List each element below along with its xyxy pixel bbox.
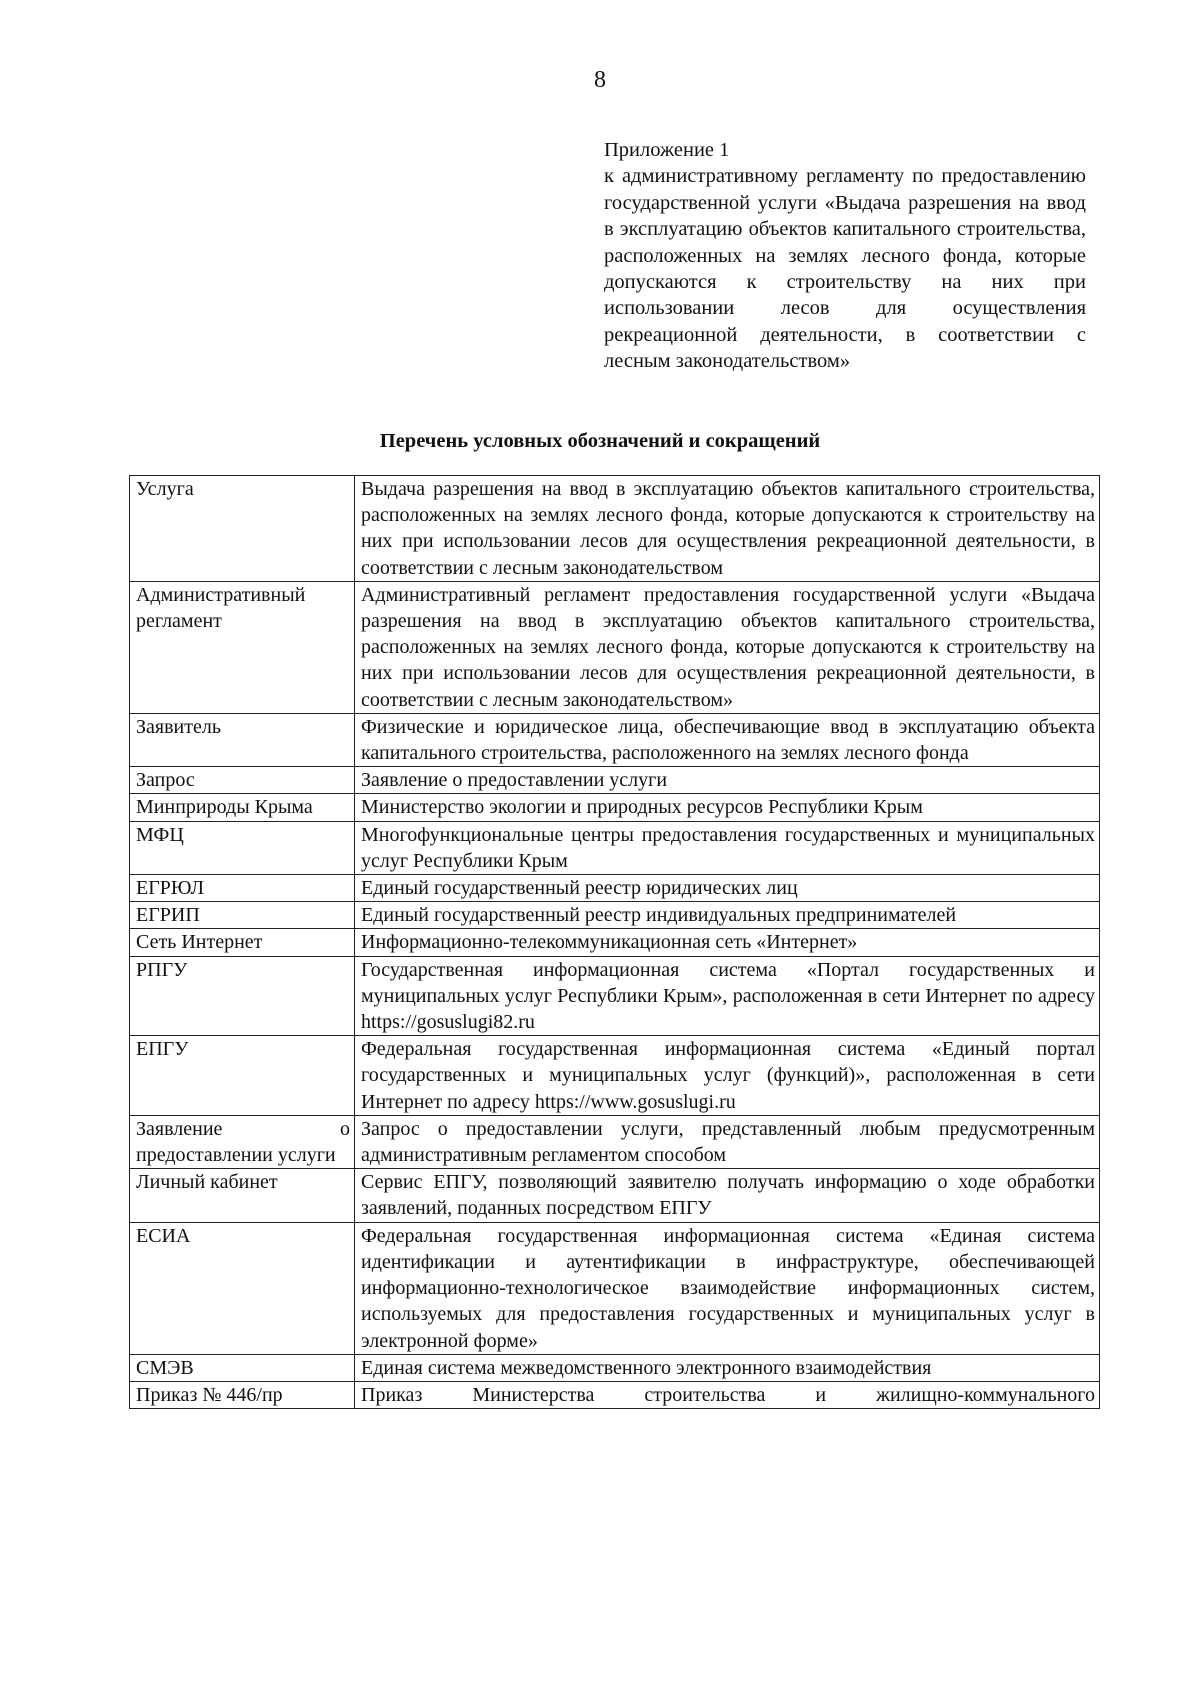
definition-cell: Федеральная государственная информационная система «Единая система идентификации и аутентификации в инфраструктуре, обеспечивающей информационно-технологическое взаимодействие информационных систем, используемых для предоставления государственных и муниципальных услуг в электронной форме»: [355, 1222, 1100, 1354]
term-cell: МФЦ: [130, 821, 355, 874]
definition-cell: Единая система межведомственного электронного взаимодействия: [355, 1354, 1100, 1381]
table-row: [130, 476, 1100, 582]
appendix-title: Приложение 1: [604, 139, 730, 161]
definition-cell: Единый государственный реестр юридических лиц: [355, 875, 1100, 902]
definition-cell: Многофункциональные центры предоставления государственных и муниципальных услуг Республики Крым: [355, 821, 1100, 874]
table-row: [130, 713, 1100, 766]
term-cell: Запрос: [130, 767, 355, 794]
term-cell: ЕГРЮЛ: [130, 875, 355, 902]
table-row: [130, 767, 1100, 794]
table-row: [130, 1169, 1100, 1222]
table-row: [130, 929, 1100, 956]
definition-cell: Министерство экологии и природных ресурсов Республики Крым: [355, 794, 1100, 821]
term-cell: Приказ № 446/пр: [130, 1381, 355, 1408]
term-cell: ЕСИА: [130, 1222, 355, 1354]
appendix-body: к административному регламенту по предоставлению государственной услуги «Выдача разрешения на ввод в эксплуатацию объектов капитального строительства, расположенных на землях лесного фонда, которые допускаются к строительству на них при использовании лесов для осуществления рекреационной деятельности, в соответствии с лесным законодательством»: [604, 165, 1086, 373]
page-number: 8: [594, 67, 606, 93]
table-row: [130, 1354, 1100, 1381]
definition-cell: Сервис ЕПГУ, позволяющий заявителю получать информацию о ходе обработки заявлений, поданных посредством ЕПГУ: [355, 1169, 1100, 1222]
term-cell: Сеть Интернет: [130, 929, 355, 956]
definition-cell: Заявление о предоставлении услуги: [355, 767, 1100, 794]
definition-cell: Единый государственный реестр индивидуальных предпринимателей: [355, 902, 1100, 929]
term-cell: ЕПГУ: [130, 1036, 355, 1116]
table-row: [130, 1222, 1100, 1354]
definition-cell: Информационно-телекоммуникационная сеть «Интернет»: [355, 929, 1100, 956]
definition-cell: Физические и юридическое лица, обеспечивающие ввод в эксплуатацию объекта капитального строительства, расположенного на землях лесного фонда: [355, 713, 1100, 766]
table-row: [130, 956, 1100, 1036]
table-row: [130, 1115, 1100, 1168]
table-row: [130, 581, 1100, 713]
term-cell: Заявление о предоставлении услуги: [130, 1115, 355, 1168]
abbreviations-table: [129, 475, 1100, 1409]
term-cell: РПГУ: [130, 956, 355, 1036]
appendix-note: [604, 137, 1086, 375]
term-cell: Личный кабинет: [130, 1169, 355, 1222]
table-row: [130, 1036, 1100, 1116]
table-row: [130, 1381, 1100, 1408]
term-cell: Заявитель: [130, 713, 355, 766]
table-row: [130, 875, 1100, 902]
definition-cell: Государственная информационная система «Портал государственных и муниципальных услуг Республики Крым», расположенная в сети Интернет по адресу https://gosuslugi82.ru: [355, 956, 1100, 1036]
term-cell: СМЭВ: [130, 1354, 355, 1381]
definition-cell: Федеральная государственная информационная система «Единый портал государственных и муниципальных услуг (функций)», расположенная в сети Интернет по адресу https://www.gosuslugi.ru: [355, 1036, 1100, 1116]
table-row: [130, 794, 1100, 821]
table-row: [130, 902, 1100, 929]
table-row: [130, 821, 1100, 874]
term-cell: Услуга: [130, 476, 355, 582]
definition-cell: Административный регламент предоставления государственной услуги «Выдача разрешения на ввод в эксплуатацию объектов капитального строительства, расположенных на землях лесного фонда, которые допускаются к строительству на них при использовании лесов для осуществления рекреационной деятельности, в соответствии с лесным законодательством»: [355, 581, 1100, 713]
term-cell: Административный регламент: [130, 581, 355, 713]
definition-cell: Запрос о предоставлении услуги, представленный любым предусмотренным административным регламентом способом: [355, 1115, 1100, 1168]
definition-cell: Приказ Министерства строительства и жилищно-коммунального: [355, 1381, 1100, 1408]
term-cell: ЕГРИП: [130, 902, 355, 929]
definition-cell: Выдача разрешения на ввод в эксплуатацию объектов капитального строительства, расположенных на землях лесного фонда, которые допускаются к строительству на них при использовании лесов для осуществления рекреационной деятельности, в соответствии с лесным законодательством: [355, 476, 1100, 582]
term-cell: Минприроды Крыма: [130, 794, 355, 821]
list-title: Перечень условных обозначений и сокращений: [379, 430, 821, 452]
